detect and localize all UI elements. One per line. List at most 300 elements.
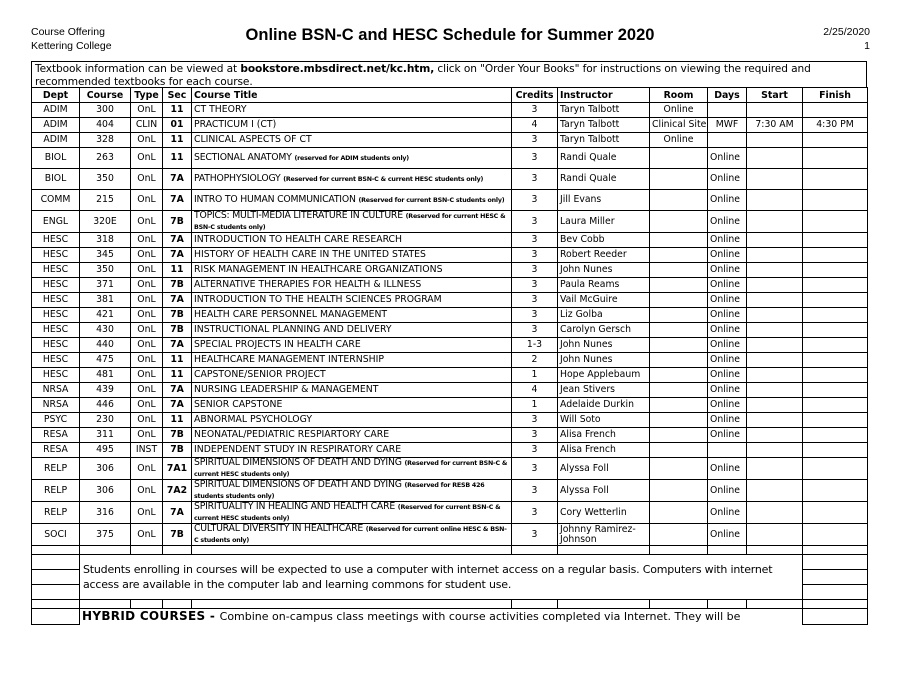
cell-instructor: Randi Quale	[558, 169, 650, 190]
cell-room	[650, 524, 708, 546]
course-title: HEALTH CARE PERSONNEL MANAGEMENT	[194, 309, 388, 320]
cell-finish	[803, 353, 868, 368]
cell-title	[192, 458, 512, 480]
cell-start	[747, 502, 803, 524]
cell-finish	[803, 308, 868, 323]
cell-dept: NRSA	[32, 383, 80, 398]
course-title: SENIOR CAPSTONE	[194, 399, 283, 410]
cell-start	[747, 413, 803, 428]
cell-type: OnL	[131, 148, 163, 169]
cell-title	[192, 148, 512, 169]
cell-room: Clinical Site	[650, 118, 708, 133]
cell-days: Online	[708, 293, 747, 308]
cell-dept: BIOL	[32, 169, 80, 190]
cell-days	[708, 103, 747, 118]
table-row	[32, 308, 868, 323]
col-credits: Credits	[512, 88, 558, 103]
cell-sec: 7A	[163, 233, 192, 248]
cell-credits: 3	[512, 323, 558, 338]
cell-credits: 3	[512, 413, 558, 428]
cell-title	[192, 263, 512, 278]
cell-dept: HESC	[32, 308, 80, 323]
course-title: INDEPENDENT STUDY IN RESPIRATORY CARE	[194, 444, 402, 455]
page-number: 1	[864, 40, 870, 52]
cell-course: 311	[80, 428, 131, 443]
cell-credits: 3	[512, 443, 558, 458]
notice-row	[32, 555, 868, 570]
course-title: ALTERNATIVE THERAPIES FOR HEALTH & ILLNESS	[194, 279, 422, 290]
cell-credits: 3	[512, 148, 558, 169]
cell-start: 7:30 AM	[747, 118, 803, 133]
cell-sec: 7A	[163, 169, 192, 190]
cell-title	[192, 338, 512, 353]
cell-type: INST	[131, 443, 163, 458]
col-sec: Sec	[163, 88, 192, 103]
cell-title	[192, 169, 512, 190]
cell-course: 475	[80, 353, 131, 368]
cell-course: 421	[80, 308, 131, 323]
cell-type: OnL	[131, 169, 163, 190]
cell-sec: 7B	[163, 308, 192, 323]
cell-title	[192, 278, 512, 293]
cell-days: Online	[708, 368, 747, 383]
cell-dept: HESC	[32, 263, 80, 278]
cell-start	[747, 308, 803, 323]
cell-finish	[803, 248, 868, 263]
cell-dept: PSYC	[32, 413, 80, 428]
cell-room: Online	[650, 103, 708, 118]
cell-start	[747, 293, 803, 308]
cell-type: OnL	[131, 480, 163, 502]
cell-start	[747, 368, 803, 383]
cell-dept: ADIM	[32, 118, 80, 133]
table-row	[32, 502, 868, 524]
cell-instructor: Hope Applebaum	[558, 368, 650, 383]
cell-title	[192, 293, 512, 308]
cell-course: 215	[80, 190, 131, 211]
cell-sec: 11	[163, 103, 192, 118]
reservation-note: (Reserved for RESB 426 students students only)	[194, 482, 485, 500]
cell-room	[650, 502, 708, 524]
cell-days: Online	[708, 398, 747, 413]
cell-course: 446	[80, 398, 131, 413]
course-title: INTRODUCTION TO HEALTH CARE RESEARCH	[194, 234, 403, 245]
cell-room	[650, 443, 708, 458]
cell-instructor: Laura Miller	[558, 211, 650, 233]
bookstore-link[interactable]: bookstore.mbsdirect.net/kc.htm,	[240, 63, 435, 75]
cell-type: OnL	[131, 398, 163, 413]
cell-days: Online	[708, 428, 747, 443]
cell-days: Online	[708, 480, 747, 502]
cell-room	[650, 480, 708, 502]
cell-room	[650, 428, 708, 443]
cell-type: OnL	[131, 293, 163, 308]
cell-credits: 3	[512, 169, 558, 190]
cell-start	[747, 458, 803, 480]
cell-title	[192, 480, 512, 502]
cell-type: OnL	[131, 383, 163, 398]
cell-title	[192, 413, 512, 428]
cell-instructor: Taryn Talbott	[558, 118, 650, 133]
table-row	[32, 383, 868, 398]
cell-finish	[803, 480, 868, 502]
schedule-table	[31, 87, 868, 625]
cell-title	[192, 323, 512, 338]
cell-type: OnL	[131, 458, 163, 480]
info-prefix: Textbook information can be viewed at	[35, 63, 241, 75]
info-suffix: click on "Order Your Books" for instructions on viewing the required and recommended textbooks for each course.	[35, 63, 811, 88]
col-title: Course Title	[192, 88, 512, 103]
cell-type: OnL	[131, 233, 163, 248]
cell-room	[650, 383, 708, 398]
cell-finish	[803, 443, 868, 458]
cell-dept: BIOL	[32, 148, 80, 169]
cell-course: 263	[80, 148, 131, 169]
cell-type: OnL	[131, 368, 163, 383]
hybrid-courses-note	[80, 609, 803, 625]
cell-sec: 01	[163, 118, 192, 133]
cell-credits: 3	[512, 458, 558, 480]
cell-course: 300	[80, 103, 131, 118]
reservation-note: (reserved for ADIM students only)	[294, 154, 409, 162]
document-date: 2/25/2020	[823, 26, 870, 38]
cell-instructor: Cory Wetterlin	[558, 502, 650, 524]
org-line-1: Course Offering	[31, 26, 105, 38]
cell-days: Online	[708, 383, 747, 398]
course-title: NEONATAL/PEDIATRIC RESPIARTORY CARE	[194, 429, 390, 440]
cell-start	[747, 263, 803, 278]
cell-start	[747, 353, 803, 368]
cell-type: OnL	[131, 338, 163, 353]
cell-days: Online	[708, 169, 747, 190]
cell-days: MWF	[708, 118, 747, 133]
cell-sec: 7B	[163, 443, 192, 458]
cell-days: Online	[708, 323, 747, 338]
table-row	[32, 353, 868, 368]
cell-instructor: John Nunes	[558, 263, 650, 278]
table-row	[32, 524, 868, 546]
table-row	[32, 233, 868, 248]
cell-days: Online	[708, 413, 747, 428]
cell-course: 350	[80, 263, 131, 278]
cell-start	[747, 338, 803, 353]
cell-finish	[803, 398, 868, 413]
cell-days: Online	[708, 248, 747, 263]
cell-finish	[803, 413, 868, 428]
table-row	[32, 458, 868, 480]
cell-start	[747, 428, 803, 443]
cell-sec: 7B	[163, 278, 192, 293]
cell-days	[708, 133, 747, 148]
cell-start	[747, 211, 803, 233]
cell-days: Online	[708, 458, 747, 480]
course-title: NURSING LEADERSHIP & MANAGEMENT	[194, 384, 379, 395]
cell-room	[650, 338, 708, 353]
cell-finish	[803, 211, 868, 233]
cell-instructor: Alyssa Foll	[558, 458, 650, 480]
cell-type: OnL	[131, 502, 163, 524]
cell-course: 430	[80, 323, 131, 338]
cell-room	[650, 308, 708, 323]
cell-sec: 7A	[163, 190, 192, 211]
reservation-note: (Reserved for current BSN-C & current HESC students only)	[194, 460, 508, 478]
cell-credits: 3	[512, 278, 558, 293]
cell-course: 345	[80, 248, 131, 263]
cell-room	[650, 248, 708, 263]
cell-room: Online	[650, 133, 708, 148]
cell-dept: HESC	[32, 293, 80, 308]
schedule-sheet	[31, 61, 867, 625]
cell-type: OnL	[131, 211, 163, 233]
cell-finish	[803, 293, 868, 308]
cell-credits: 4	[512, 118, 558, 133]
spacer-row	[32, 546, 868, 555]
hybrid-label: HYBRID COURSES -	[82, 609, 220, 624]
cell-dept: HESC	[32, 338, 80, 353]
cell-sec: 7A2	[163, 480, 192, 502]
cell-start	[747, 190, 803, 211]
cell-finish	[803, 190, 868, 211]
cell-sec: 11	[163, 413, 192, 428]
cell-days: Online	[708, 190, 747, 211]
col-instructor: Instructor	[558, 88, 650, 103]
cell-credits: 3	[512, 293, 558, 308]
course-title: CAPSTONE/SENIOR PROJECT	[194, 369, 326, 380]
cell-room	[650, 398, 708, 413]
cell-finish	[803, 103, 868, 118]
cell-credits: 3	[512, 211, 558, 233]
table-row	[32, 148, 868, 169]
cell-dept: ENGL	[32, 211, 80, 233]
cell-finish	[803, 368, 868, 383]
cell-course: 371	[80, 278, 131, 293]
spacer-row	[32, 600, 868, 609]
course-title: SECTIONAL ANATOMY	[194, 151, 295, 163]
cell-days: Online	[708, 338, 747, 353]
reservation-note: (Reserved for current BSN-C & current HESC students only)	[283, 175, 484, 183]
table-row	[32, 211, 868, 233]
cell-finish	[803, 323, 868, 338]
cell-credits: 3	[512, 480, 558, 502]
cell-finish	[803, 148, 868, 169]
reservation-note: (Reserved for current HESC & BSN-C students only)	[194, 213, 506, 231]
cell-days: Online	[708, 148, 747, 169]
cell-credits: 3	[512, 103, 558, 118]
cell-start	[747, 524, 803, 546]
cell-instructor: Will Soto	[558, 413, 650, 428]
cell-sec: 7A	[163, 502, 192, 524]
cell-dept: HESC	[32, 233, 80, 248]
course-title: INSTRUCTIONAL PLANNING AND DELIVERY	[194, 324, 392, 335]
cell-instructor: Randi Quale	[558, 148, 650, 169]
cell-type: OnL	[131, 308, 163, 323]
cell-sec: 11	[163, 353, 192, 368]
table-row	[32, 323, 868, 338]
cell-room	[650, 413, 708, 428]
cell-start	[747, 233, 803, 248]
cell-sec: 11	[163, 368, 192, 383]
table-row	[32, 428, 868, 443]
cell-credits: 3	[512, 233, 558, 248]
cell-finish	[803, 383, 868, 398]
col-room: Room	[650, 88, 708, 103]
cell-type: OnL	[131, 263, 163, 278]
course-title: PATHOPHYSIOLOGY	[194, 172, 284, 184]
course-title: HISTORY OF HEALTH CARE IN THE UNITED STATES	[194, 249, 426, 260]
cell-credits: 3	[512, 263, 558, 278]
cell-start	[747, 323, 803, 338]
cell-credits: 4	[512, 383, 558, 398]
cell-days: Online	[708, 233, 747, 248]
cell-instructor: Jean Stivers	[558, 383, 650, 398]
cell-title	[192, 133, 512, 148]
cell-dept: RELP	[32, 480, 80, 502]
cell-days: Online	[708, 278, 747, 293]
cell-days: Online	[708, 211, 747, 233]
cell-course: 481	[80, 368, 131, 383]
col-type: Type	[131, 88, 163, 103]
cell-room	[650, 190, 708, 211]
cell-instructor: Robert Reeder	[558, 248, 650, 263]
cell-title	[192, 353, 512, 368]
cell-finish	[803, 458, 868, 480]
cell-finish	[803, 338, 868, 353]
cell-credits: 1	[512, 368, 558, 383]
cell-type: CLIN	[131, 118, 163, 133]
col-finish: Finish	[803, 88, 868, 103]
course-title: RISK MANAGEMENT IN HEALTHCARE ORGANIZATIONS	[194, 264, 443, 275]
cell-title	[192, 308, 512, 323]
cell-room	[650, 211, 708, 233]
cell-course: 318	[80, 233, 131, 248]
cell-start	[747, 443, 803, 458]
cell-instructor: Taryn Talbott	[558, 133, 650, 148]
col-days: Days	[708, 88, 747, 103]
cell-title	[192, 368, 512, 383]
cell-dept: RELP	[32, 458, 80, 480]
cell-start	[747, 383, 803, 398]
cell-credits: 3	[512, 308, 558, 323]
cell-title	[192, 211, 512, 233]
cell-course: 495	[80, 443, 131, 458]
cell-sec: 7B	[163, 211, 192, 233]
cell-sec: 7A	[163, 383, 192, 398]
cell-days: Online	[708, 353, 747, 368]
table-row	[32, 169, 868, 190]
cell-finish	[803, 524, 868, 546]
cell-finish	[803, 133, 868, 148]
cell-course: 375	[80, 524, 131, 546]
cell-start	[747, 133, 803, 148]
course-title: INTRODUCTION TO THE HEALTH SCIENCES PROGRAM	[194, 294, 442, 305]
table-row	[32, 443, 868, 458]
cell-instructor: Bev Cobb	[558, 233, 650, 248]
cell-course: 328	[80, 133, 131, 148]
cell-title	[192, 248, 512, 263]
course-title: CLINICAL ASPECTS OF CT	[194, 134, 312, 145]
cell-sec: 7A	[163, 338, 192, 353]
cell-dept: SOCI	[32, 524, 80, 546]
cell-days: Online	[708, 308, 747, 323]
cell-course: 381	[80, 293, 131, 308]
cell-title	[192, 398, 512, 413]
course-title: ABNORMAL PSYCHOLOGY	[194, 414, 313, 425]
cell-credits: 3	[512, 428, 558, 443]
cell-dept: ADIM	[32, 133, 80, 148]
cell-sec: 7B	[163, 428, 192, 443]
hybrid-row	[32, 609, 868, 625]
cell-dept: HESC	[32, 248, 80, 263]
cell-instructor: Adelaide Durkin	[558, 398, 650, 413]
cell-sec: 7A1	[163, 458, 192, 480]
table-row	[32, 190, 868, 211]
cell-room	[650, 353, 708, 368]
course-title: INTRO TO HUMAN COMMUNICATION	[194, 193, 359, 205]
course-title: SPIRITUAL DIMENSIONS OF DEATH AND DYING	[194, 457, 405, 468]
cell-credits: 1	[512, 398, 558, 413]
cell-sec: 7B	[163, 323, 192, 338]
cell-instructor: John Nunes	[558, 338, 650, 353]
cell-instructor: Taryn Talbott	[558, 103, 650, 118]
cell-room	[650, 368, 708, 383]
cell-room	[650, 278, 708, 293]
table-header-row	[32, 88, 868, 103]
cell-sec: 7B	[163, 524, 192, 546]
cell-start	[747, 148, 803, 169]
cell-dept: HESC	[32, 353, 80, 368]
cell-days: Online	[708, 524, 747, 546]
cell-dept: RELP	[32, 502, 80, 524]
course-title: SPIRITUALITY IN HEALING AND HEALTH CARE	[194, 501, 398, 512]
cell-type: OnL	[131, 524, 163, 546]
cell-course: 440	[80, 338, 131, 353]
cell-finish	[803, 428, 868, 443]
cell-start	[747, 169, 803, 190]
cell-credits: 3	[512, 133, 558, 148]
cell-title	[192, 190, 512, 211]
cell-credits: 3	[512, 502, 558, 524]
cell-instructor: Vail McGuire	[558, 293, 650, 308]
cell-type: OnL	[131, 323, 163, 338]
cell-dept: RESA	[32, 443, 80, 458]
col-course: Course	[80, 88, 131, 103]
cell-type: OnL	[131, 103, 163, 118]
cell-instructor: Alyssa Foll	[558, 480, 650, 502]
table-row	[32, 263, 868, 278]
cell-sec: 11	[163, 148, 192, 169]
course-title: CT THEORY	[194, 104, 247, 115]
cell-type: OnL	[131, 133, 163, 148]
table-row	[32, 103, 868, 118]
cell-title	[192, 524, 512, 546]
reservation-note: (Reserved for current BSN-C & current HESC students only)	[194, 504, 501, 522]
reservation-note: (Reserved for current BSN-C students only)	[358, 196, 505, 204]
cell-instructor: Jill Evans	[558, 190, 650, 211]
cell-days: Online	[708, 263, 747, 278]
cell-start	[747, 480, 803, 502]
textbook-info	[31, 61, 867, 87]
table-row	[32, 413, 868, 428]
table-row	[32, 293, 868, 308]
course-title: CULTURAL DIVERSITY IN HEALTHCARE	[194, 523, 366, 534]
cell-start	[747, 248, 803, 263]
cell-title	[192, 428, 512, 443]
cell-title	[192, 383, 512, 398]
cell-sec: 7A	[163, 248, 192, 263]
cell-room	[650, 233, 708, 248]
course-title: SPECIAL PROJECTS IN HEALTH CARE	[194, 339, 361, 350]
cell-course: 316	[80, 502, 131, 524]
